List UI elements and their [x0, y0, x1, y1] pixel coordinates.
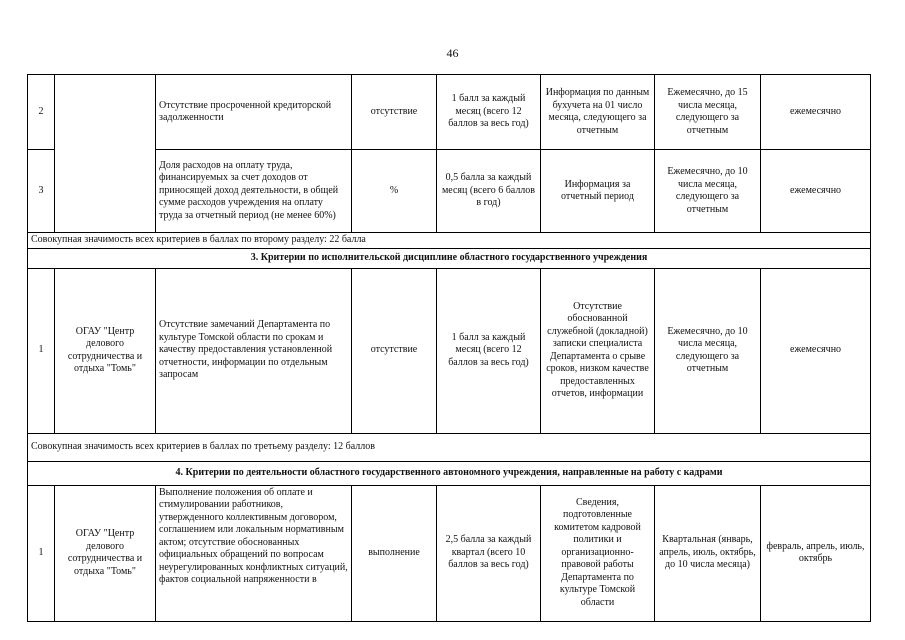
table-row — [28, 485, 871, 621]
points-cell: 0,5 балла за каждый месяц (всего 6 баллов в год) — [437, 150, 541, 233]
section-summary: Совокупная значимость всех критериев в баллах по третьему разделу: 12 баллов — [28, 433, 871, 461]
points-cell: 1 балл за каждый месяц (всего 12 баллов за весь год) — [437, 268, 541, 433]
unit-cell: отсутствие — [352, 268, 437, 433]
source-cell: Отсутствие обоснованной служебной (докладной) записки специалиста Департамента о срыве сроков, низком качестве предоставленных отчетов, информации — [541, 268, 655, 433]
points-cell: 2,5 балла за каждый квартал (всего 10 баллов за весь год) — [437, 485, 541, 621]
deadline-cell: Ежемесячно, до 15 числа месяца, следующего за отчетным — [655, 75, 761, 150]
table-row — [28, 268, 871, 433]
row-number: 1 — [28, 485, 55, 621]
institution-cell — [55, 75, 156, 233]
criterion-cell: Выполнение положения об оплате и стимулировании работников, утвержденного коллективным договором, соглашением или локальным нормативным актом; отсутствие обоснованных официальных обращений по вопросам неурегулированных конфликтных ситуаций, фактов социальной напряженности в — [156, 485, 352, 621]
institution-cell: ОГАУ "Центр делового сотрудничества и отдыха "Томь" — [55, 268, 156, 433]
table-row — [28, 75, 871, 150]
criteria-table — [27, 74, 871, 622]
page-number: 46 — [446, 46, 459, 60]
source-cell: Сведения, подготовленные комитетом кадровой политики и организационно-правовой работы Департамента по культуре Томской области — [541, 485, 655, 621]
source-cell: Информация за отчетный период — [541, 150, 655, 233]
row-number: 2 — [28, 75, 55, 150]
institution-cell: ОГАУ "Центр делового сотрудничества и отдыха "Томь" — [55, 485, 156, 621]
criterion-cell: Доля расходов на оплату труда, финансируемых за счет доходов от приносящей доход деятельности, в общей сумме расходов учреждения на оплату труда за отчетный период (не менее 60%) — [156, 150, 352, 233]
deadline-cell: Квартальная (январь, апрель, июль, октябрь, до 10 числа месяца) — [655, 485, 761, 621]
section-header-row — [28, 248, 871, 268]
frequency-cell: ежемесячно — [761, 268, 871, 433]
row-number: 3 — [28, 150, 55, 233]
frequency-cell: февраль, апрель, июль, октябрь — [761, 485, 871, 621]
unit-cell: выполнение — [352, 485, 437, 621]
deadline-cell: Ежемесячно, до 10 числа месяца, следующего за отчетным — [655, 268, 761, 433]
summary-row — [28, 233, 871, 249]
section-header-row — [28, 461, 871, 485]
criterion-cell: Отсутствие замечаний Департамента по культуре Томской области по срокам и качеству предоставления установленной отчетности, информации по отдельным запросам — [156, 268, 352, 433]
section-title: 3. Критерии по исполнительской дисциплине областного государственного учреждения — [28, 248, 871, 268]
deadline-cell: Ежемесячно, до 10 числа месяца, следующего за отчетным — [655, 150, 761, 233]
points-cell: 1 балл за каждый месяц (всего 12 баллов за весь год) — [437, 75, 541, 150]
unit-cell: отсутствие — [352, 75, 437, 150]
section-summary: Совокупная значимость всех критериев в баллах по второму разделу: 22 балла — [28, 233, 871, 249]
section-title: 4. Критерии по деятельности областного государственного автономного учреждения, направленные на работу с кадрами — [28, 461, 871, 485]
row-number: 1 — [28, 268, 55, 433]
frequency-cell: ежемесячно — [761, 150, 871, 233]
source-cell: Информация по данным бухучета на 01 число месяца, следующего за отчетным — [541, 75, 655, 150]
summary-row — [28, 433, 871, 461]
frequency-cell: ежемесячно — [761, 75, 871, 150]
criterion-cell: Отсутствие просроченной кредиторской задолженности — [156, 75, 352, 150]
unit-cell: % — [352, 150, 437, 233]
